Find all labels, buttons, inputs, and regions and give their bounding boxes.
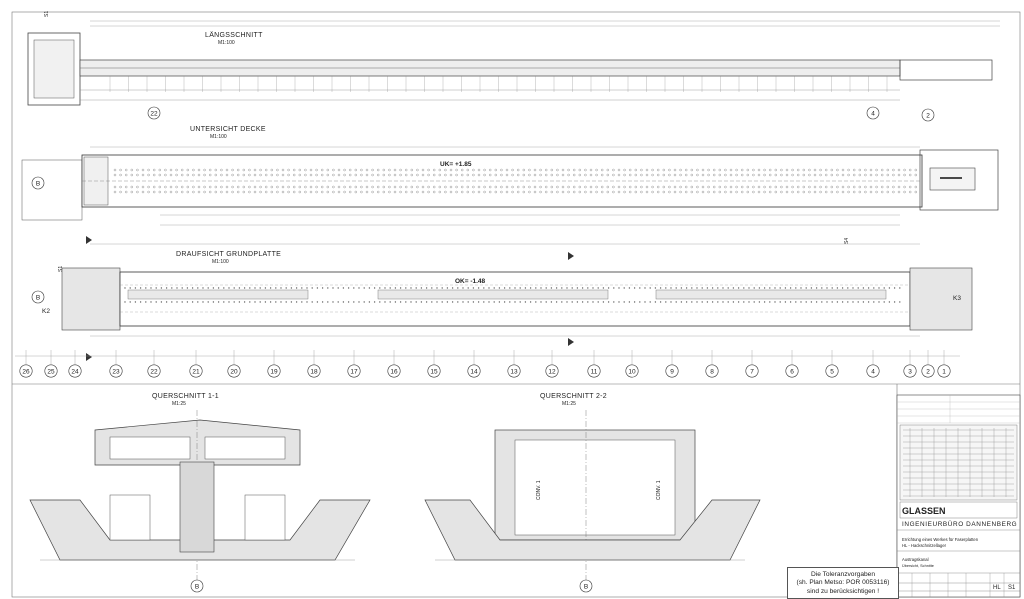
title-block — [897, 395, 1020, 597]
title-block-sheet-no: S1 — [1008, 585, 1016, 591]
q2-conv-left: CONV. 1 — [536, 480, 542, 500]
title-block-logo: GLASSEN — [902, 506, 946, 516]
ls-axis-22: 22 — [150, 110, 158, 118]
tolerance-note — [787, 567, 899, 599]
axis-label-11: 11 — [590, 368, 598, 376]
axis-label-3: 3 — [908, 368, 912, 376]
axis-label-9: 9 — [670, 368, 674, 376]
axis-grid — [15, 350, 960, 377]
axis-label-5: 5 — [830, 368, 834, 376]
draufsicht-scale: M1:100 — [212, 259, 229, 265]
axis-label-2: 2 — [926, 368, 930, 376]
axis-label-7: 7 — [750, 368, 754, 376]
axis-label-16: 16 — [390, 368, 398, 376]
querschnitt-2-scale: M1:25 — [562, 401, 576, 407]
axis-label-15: 15 — [430, 368, 438, 376]
axis-label-13: 13 — [510, 368, 518, 376]
querschnitt-1-title: QUERSCHNITT 1-1 — [152, 393, 219, 400]
dg-mark-k3: K3 — [953, 295, 961, 302]
draufsicht-view — [32, 236, 972, 361]
ls-section-mark: S1 — [44, 10, 50, 17]
title-block-content: Austragskanal — [902, 557, 929, 562]
dg-section-b: B — [35, 294, 41, 302]
draufsicht-title: DRAUFSICHT GRUNDPLATTE — [176, 251, 282, 258]
querschnitt-2-view — [425, 393, 760, 592]
untersicht-scale: M1:100 — [210, 134, 227, 140]
querschnitt-1-scale: M1:25 — [172, 401, 186, 407]
ud-section-b: B — [35, 180, 41, 188]
axis-label-21: 21 — [192, 368, 200, 376]
q2-conv-right: CONV. 1 — [656, 480, 662, 500]
axis-label-8: 8 — [710, 368, 714, 376]
tolerance-note-line3: sind zu berücksichtigen ! — [806, 587, 880, 595]
q1-section-b: B — [194, 583, 200, 591]
laengsschnitt-scale: M1:100 — [218, 40, 235, 46]
untersicht-level: UK= +1.85 — [440, 161, 472, 168]
tolerance-note-line2: (sh. Plan Metso: POR 0053116) — [796, 579, 890, 587]
untersicht-view — [22, 126, 998, 225]
dg-mark-s1: S1 — [58, 265, 64, 272]
laengsschnitt-view — [28, 11, 1000, 121]
axis-label-17: 17 — [350, 368, 358, 376]
querschnitt-1-view — [30, 393, 370, 592]
dg-mark-s4: S4 — [844, 237, 850, 244]
tolerance-note-line1: Die Toleranzvorgaben — [810, 571, 876, 578]
ls-axis-2: 2 — [926, 112, 930, 120]
axis-label-4: 4 — [871, 368, 875, 376]
draufsicht-level: OK= -1.48 — [455, 278, 486, 285]
querschnitt-2-title: QUERSCHNITT 2-2 — [540, 393, 607, 400]
axis-label-20: 20 — [230, 368, 238, 376]
title-block-content-sub: Übersicht, Schnitte — [902, 564, 934, 568]
untersicht-title: UNTERSICHT DECKE — [190, 126, 266, 133]
q2-section-b: B — [583, 583, 589, 591]
axis-label-24: 24 — [71, 368, 79, 376]
laengsschnitt-title: LÄNGSSCHNITT — [205, 32, 263, 39]
title-block-project: Errichtung eines Werkes für Faserplatten — [902, 537, 979, 542]
ls-axis-4: 4 — [871, 110, 875, 118]
title-block-sheet-code: HL — [993, 585, 1001, 591]
title-block-project-sub: HL - Hackschnitzellager — [902, 543, 947, 548]
axis-label-18: 18 — [310, 368, 318, 376]
dg-mark-k2: K2 — [42, 308, 50, 315]
title-block-office: INGENIEURBÜRO DANNENBERG — [902, 521, 1018, 528]
axis-label-14: 14 — [470, 368, 478, 376]
axis-label-22: 22 — [150, 368, 158, 376]
axis-label-6: 6 — [790, 368, 794, 376]
axis-label-10: 10 — [628, 368, 636, 376]
axis-label-1: 1 — [942, 368, 946, 376]
axis-label-19: 19 — [270, 368, 278, 376]
axis-label-23: 23 — [112, 368, 120, 376]
axis-label-25: 25 — [47, 368, 55, 376]
axis-label-26: 26 — [22, 368, 30, 376]
axis-label-12: 12 — [548, 368, 556, 376]
